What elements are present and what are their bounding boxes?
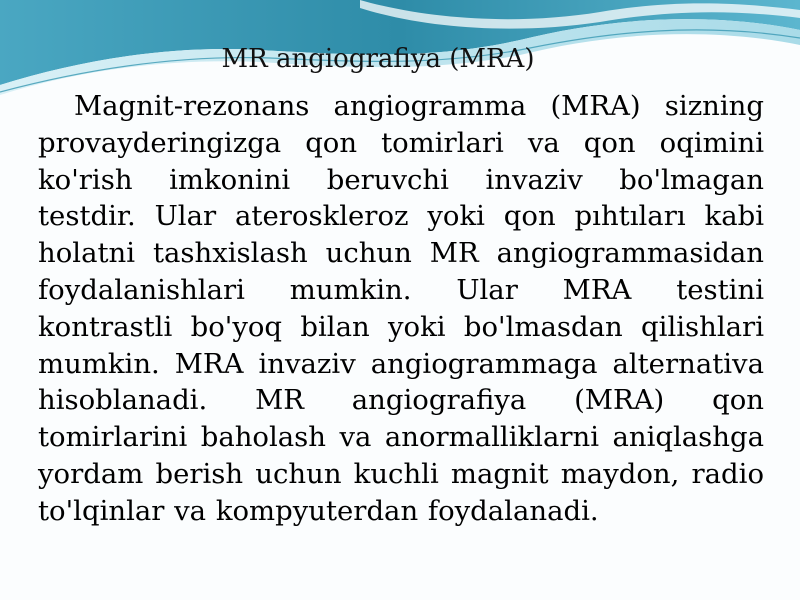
slide-body-text: Magnit-rezonans angiogramma (MRA) sizning provayderingizga qon tomirlari va qon oqimini ko'rish imkonini beruvchi invaziv bo'lmagan testdir. Ular ateroskleroz yoki qon pıhtıları kabi holatni tashxislash uchun MR angiogrammasidan foydalanishlari mumkin. Ular MRA testini kontrastli bo'yoq bilan yoki bo'lmasdan qilishlari mumkin. MRA invaziv angiogrammaga alternativa hisoblanadi. MR angiografiya (MRA) qon tomirlarini baholash va anormalliklarni aniqlashga yordam berish uchun kuchli magnit maydon, radio to'lqinlar va kompyuterdan foydalanadi.: [38, 90, 764, 527]
slide-title: MR angiografiya (MRA): [221, 44, 535, 74]
